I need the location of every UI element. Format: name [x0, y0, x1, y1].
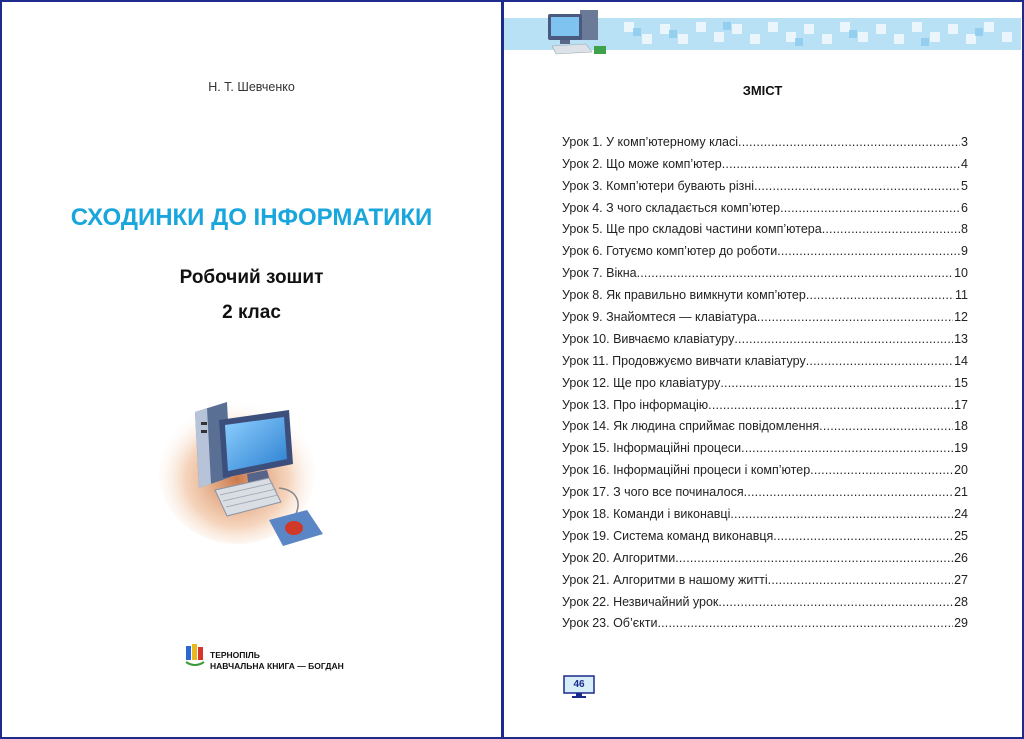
- toc-item-page: 18: [954, 419, 968, 434]
- publisher-text: [210, 650, 344, 672]
- toc-leader-dots: [780, 201, 960, 215]
- toc-item: [562, 258, 968, 280]
- toc-item: [562, 477, 968, 499]
- toc-item: [562, 193, 968, 215]
- toc-item: [562, 521, 968, 543]
- toc-item-label: Урок 12. Ще про клавіатуру: [562, 375, 721, 390]
- toc-item: [562, 236, 968, 258]
- toc-item-label: Урок 2. Що може комп’ютер: [562, 156, 722, 171]
- toc-item-label: Урок 7. Вікна: [562, 266, 637, 281]
- toc-item-label: Урок 16. Інформаційні процеси і комп’ютер: [562, 463, 811, 478]
- toc-item-label: Урок 14. Як людина сприймає повідомлення: [562, 419, 820, 434]
- toc-leader-dots: [806, 288, 954, 302]
- toc-item: [562, 390, 968, 412]
- toc-item-label: Урок 20. Алгоритми: [562, 550, 676, 565]
- author-name: Н. Т. Шевченко: [208, 80, 295, 94]
- toc-item: [562, 543, 968, 565]
- toc-leader-dots: [738, 135, 960, 149]
- banner-computer-icon: [542, 6, 612, 56]
- toc-item-label: Урок 10. Вивчаємо клавіатуру: [562, 331, 735, 346]
- toc-item-page: 19: [954, 441, 968, 456]
- toc-leader-dots: [806, 354, 953, 368]
- banner-pattern: [620, 20, 1018, 48]
- toc-item-label: Урок 6. Готуємо комп’ютер до роботи: [562, 244, 778, 259]
- toc-leader-dots: [768, 573, 953, 587]
- toc-item-page: 24: [954, 507, 968, 522]
- toc-leader-dots: [773, 529, 953, 543]
- toc-leader-dots: [777, 244, 960, 258]
- toc-leader-dots: [722, 157, 960, 171]
- toc-item-page: 4: [961, 156, 968, 171]
- toc-item-label: Урок 4. З чого складається комп’ютер: [562, 200, 781, 215]
- toc-item: [562, 455, 968, 477]
- toc-item-label: Урок 9. Знайомтеся — клавіатура: [562, 310, 757, 325]
- toc-item-page: 12: [954, 310, 968, 325]
- toc-item: [562, 499, 968, 521]
- toc-leader-dots: [708, 398, 953, 412]
- toc-item-page: 26: [954, 550, 968, 565]
- publisher-block: [184, 642, 344, 675]
- toc-leader-dots: [675, 551, 953, 565]
- toc-item-page: 28: [954, 594, 968, 609]
- toc-item-page: 5: [961, 178, 968, 193]
- toc-item-label: Урок 15. Інформаційні процеси: [562, 441, 742, 456]
- page-divider: [501, 2, 504, 737]
- toc-item-label: Урок 13. Про інформацію: [562, 397, 709, 412]
- toc-item-page: 6: [961, 200, 968, 215]
- toc-item: [562, 368, 968, 390]
- toc-leader-dots: [819, 419, 953, 433]
- toc-leader-dots: [657, 616, 953, 630]
- toc-item-page: 11: [955, 288, 968, 303]
- toc-item: [562, 609, 968, 631]
- toc-item-label: Урок 19. Система команд виконавця: [562, 528, 774, 543]
- toc-item: [562, 302, 968, 324]
- toc-item: [562, 346, 968, 368]
- toc-item: [562, 280, 968, 302]
- computer-illustration: [157, 392, 347, 562]
- toc-item-page: 21: [954, 485, 968, 500]
- toc-item: [562, 127, 968, 149]
- toc-item-label: Урок 17. З чого все починалося: [562, 485, 744, 500]
- toc-item-page: 20: [954, 463, 968, 478]
- toc-leader-dots: [637, 266, 954, 280]
- toc-leader-dots: [744, 485, 953, 499]
- page-number: 46: [573, 679, 585, 690]
- toc-item-label: Урок 23. Об’єкти: [562, 616, 658, 631]
- toc-leader-dots: [720, 376, 953, 390]
- toc-item-page: 9: [961, 244, 968, 259]
- toc-item-page: 29: [954, 616, 968, 631]
- toc-leader-dots: [754, 179, 960, 193]
- publisher-name: НАВЧАЛЬНА КНИГА — БОГДАН: [210, 661, 344, 671]
- toc-item: [562, 324, 968, 346]
- toc-item-label: Урок 5. Ще про складові частини комп’ютера: [562, 222, 822, 237]
- toc-item-label: Урок 1. У комп’ютерному класі: [562, 134, 739, 149]
- toc-item-page: 25: [954, 528, 968, 543]
- toc-leader-dots: [757, 310, 953, 324]
- toc-item: [562, 171, 968, 193]
- book-spread: [2, 2, 1022, 737]
- toc-item-page: 14: [954, 353, 968, 368]
- toc-item-label: Урок 3. Комп’ютери бувають різні: [562, 178, 755, 193]
- toc-item-label: Урок 11. Продовжуємо вивчати клавіатуру: [562, 353, 806, 368]
- toc-leader-dots: [822, 222, 960, 236]
- toc-item: [562, 149, 968, 171]
- toc-item: [562, 565, 968, 587]
- toc-leader-dots: [730, 507, 953, 521]
- toc-leader-dots: [734, 332, 953, 346]
- grade-label: 2 клас: [222, 302, 281, 323]
- toc-item-label: Урок 18. Команди і виконавці: [562, 507, 731, 522]
- toc-item: [562, 433, 968, 455]
- toc-item-page: 10: [954, 266, 968, 281]
- contents-heading: ЗМІСТ: [742, 83, 783, 98]
- toc-item-label: Урок 22. Незвичайний урок: [562, 594, 719, 609]
- toc-item-page: 3: [961, 134, 968, 149]
- toc-item: [562, 215, 968, 237]
- book-subtitle: Робочий зошит: [179, 267, 324, 288]
- toc-item-page: 27: [954, 572, 968, 587]
- toc-item-page: 15: [954, 375, 968, 390]
- table-of-contents: [562, 127, 968, 630]
- toc-leader-dots: [718, 595, 953, 609]
- toc-item: [562, 412, 968, 434]
- toc-item-label: Урок 21. Алгоритми в нашому житті: [562, 572, 768, 587]
- toc-item-page: 13: [954, 331, 968, 346]
- book-title: СХОДИНКИ ДО ІНФОРМАТИКИ: [70, 204, 433, 231]
- toc-item-page: 8: [961, 222, 968, 237]
- toc-item-label: Урок 8. Як правильно вимкнути комп’ютер: [562, 288, 806, 303]
- toc-item-page: 17: [954, 397, 968, 412]
- publisher-city: ТЕРНОПІЛЬ: [210, 650, 260, 660]
- toc-item: [562, 587, 968, 609]
- toc-leader-dots: [741, 441, 953, 455]
- toc-leader-dots: [810, 463, 953, 477]
- publisher-logo-icon: [184, 642, 206, 670]
